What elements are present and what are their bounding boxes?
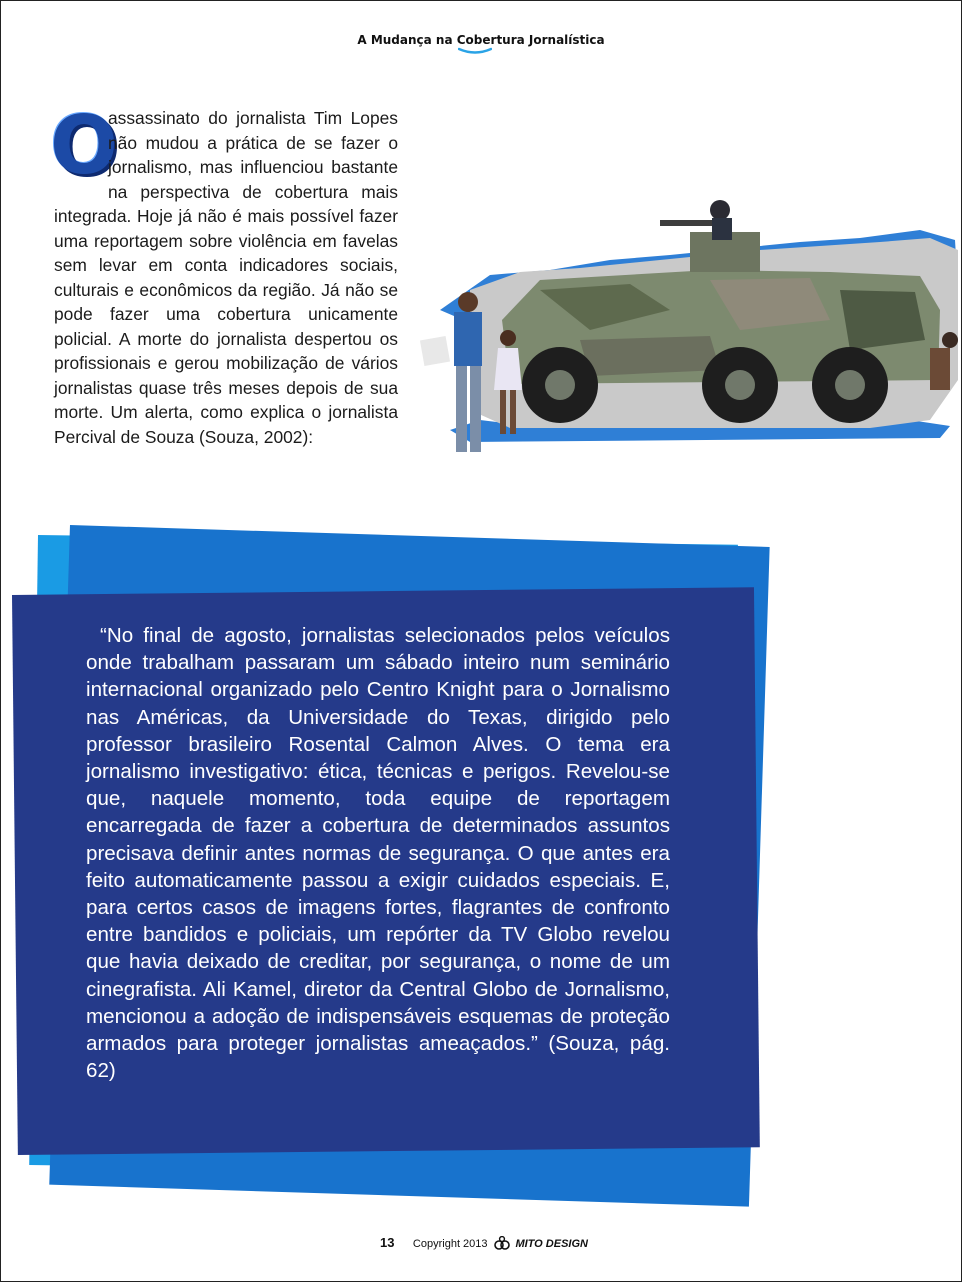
swoosh-icon [458,47,492,55]
running-head [0,33,962,47]
brand-name: MITO DESIGN [515,1238,588,1250]
mito-logo-icon [494,1236,510,1250]
page-number: 13 [380,1235,395,1250]
quote-text: “No final de agosto, jornalistas selecionados pelos veículos onde trabalham passaram um sábado inteiro num seminário internacional organizado pelo Centro Knight para o Jornalismo nas Américas, da Universidade do Texas, dirigido pelo professor brasileiro Rosental Calmon Alves. O tema era jornalismo investigativo: ética, técnicas e perigos. Revelou-se que, naquele momento, toda equipe de reportagem encarregada de fazer a cobertura de determinados assuntos precisava definir antes normas de segurança. O que antes era feito automaticamente passou a exigir cuidados especiais. E, para certos casos de imagens fortes, flagrantes de confronto entre bandidos e policiais, um repórter da TV Globo revelou que havia deixado de creditar, por segurança, o nome de um cinegrafista. Ali Kamel, diretor da Central Globo de Jornalismo, mencionou a adoção de indispensáveis esquemas de proteção armados para proteger jornalistas ameaçados.” (Souza, pág. 62) [86,624,670,1083]
running-head-title: A Mudança na Cobertura Jornalística [357,33,605,47]
armored-vehicle-photo [410,180,962,480]
copyright-text: Copyright 2013 [412,1238,488,1250]
intro-paragraph [50,99,398,449]
drop-cap: O [50,99,119,192]
intro-text: assassinato do jornalista Tim Lopes não mudou a prática de se fazer o jornalismo, mas influenciou bastante na perspectiva de cobertura mais integrada. Hoje já não é mais possível fazer uma reportagem sobre violência em favelas sem levar em conta indicadores sociais, culturais e econômicos da região. Já não se pode fazer uma cobertura unicamente policial. A morte do jornalista despertou os profissionais e gerou mobilização de vários jornalistas quase três meses depois de sua morte. Um alerta, como explica o jornalista Percival de Souza (Souza, 2002): [54,108,398,447]
footer [380,1234,588,1254]
